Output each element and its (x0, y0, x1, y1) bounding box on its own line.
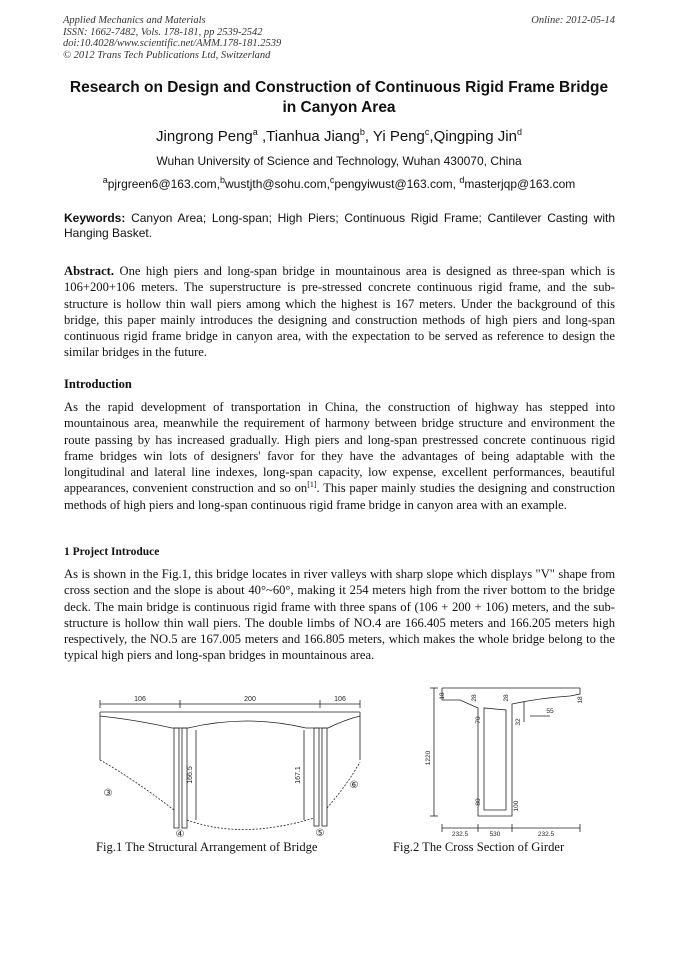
author-list (40, 128, 638, 146)
email-list: $^a$pjrgreen6@163.com,$^b$wustjth@sohu.com,$^c$pengyiwust@163.com, $^d$masterjqp@163.com (102, 175, 576, 191)
intro-heading: Introduction (64, 377, 132, 391)
section1-heading: 1 Project Introduce (64, 546, 160, 558)
pier-number: ④ (175, 829, 185, 838)
dimension-label: 232.5 (537, 831, 555, 838)
section1-paragraph: As is shown in the Fig.1, this bridge locates in river valleys with sharp slope which displays "V" shape from cross section and the slope is about 40°~60°, making it 254 meters high from the river bottom to the bridge deck. The main bridge is continuous rigid frame with three spans of (106 + 200 + 106) meters, and the sub-structure is hollow thin wall piers. The double limbs of NO.4 are 166.405 meters and 166.205 meters high respectively, the NO.5 are 167.005 meters and 166.805 meters, which makes the whole bridge belong to the typical high piers and long-span bridges in mountainous area. (64, 567, 615, 663)
paper-title: Research on Design and Construction of Continuous Rigid Frame Bridge in Canyon Area (69, 79, 609, 116)
span-label: 106 (334, 696, 346, 703)
pier-height-label: 166.5 (187, 766, 194, 784)
author: Yi Peng$^c$, (372, 127, 434, 145)
dimension-label: 1220 (425, 750, 432, 766)
figure1-caption: Fig.1 The Structural Arrangement of Bridge (96, 840, 318, 854)
online-date: Online: 2012-05-14 (531, 15, 615, 26)
intro-paragraph: As the rapid development of transportation in China, the construction of highway has stepped into mountainous area, meanwhile the requirement of harmony between bridge structure and environment the route passing by has increased gradually. High piers and long-span prestressed concrete continuous rigid frame bridges win lots of designers' favor for they have the advantages of being adaptable with the longitudinal and lateral line indexes, long-span capacity, low expense, excellent performances, beautiful appearances, convenient construction and so on[1]. This paper mainly studies the designing and construction methods of high piers and long-span continuous rigid frame bridge in canyon area with an example. (64, 400, 615, 512)
affiliation: Wuhan University of Science and Technology, Wuhan 430070, China (156, 154, 522, 168)
citation-ref[interactable]: [1] (307, 480, 317, 490)
figure-bridge-elevation (92, 690, 368, 838)
journal-header (63, 15, 615, 61)
email-link[interactable]: wustjth@sohu.com, (225, 177, 330, 191)
dimension-label: 28 (503, 694, 510, 702)
dimension-label: 530 (489, 831, 501, 838)
journal-name: Applied Mechanics and Materials (63, 15, 206, 26)
dimension-label: 80 (475, 798, 482, 806)
pier-number: ⑤ (315, 828, 325, 838)
pier-number: ③ (103, 788, 113, 799)
dimension-label: 18 (439, 692, 446, 700)
author: Jingrong Peng$^a$ , (156, 127, 267, 145)
journal-copyright: © 2012 Trans Tech Publications Ltd, Switzerland (63, 49, 271, 61)
span-label: 200 (244, 696, 256, 703)
author: Tianhua Jiang$^b$, (266, 127, 373, 145)
dimension-label: 100 (513, 800, 520, 812)
dimension-label: 28 (471, 694, 478, 702)
figure2-caption: Fig.2 The Cross Section of Girder (393, 840, 565, 854)
dimension-label: 32 (515, 718, 522, 726)
abstract: Abstract. One high piers and long-span bridge in mountainous area is designed as three-span which is 106+200+106 meters. The superstructure is pre-stressed concrete continuous rigid frame, and the sub-structure is hollow thin wall piers among which the highest is 167 meters. Under the background of this bridge, this paper mainly introduces the designing and construction methods of high piers and long-span continuous rigid frame bridge in canyon area, with the expectation to be served as reference to design the similar bridges in the future. (64, 264, 615, 360)
pier-height-label: 167.1 (295, 766, 302, 784)
author: Qingping Jin$^d$ (433, 127, 522, 145)
email-link[interactable]: masterjqp@163.com (464, 177, 576, 191)
email-link[interactable]: pjrgreen6@163.com, (107, 177, 220, 191)
keywords: Keywords: Canyon Area; Long-span; High Piers; Continuous Rigid Frame; Cantilever Casting with Hanging Basket. (64, 211, 615, 240)
pier-number: ⑥ (349, 780, 359, 791)
span-label: 106 (134, 696, 146, 703)
email-link[interactable]: pengyiwust@163.com, (334, 177, 460, 191)
journal-doi: doi:10.4028/www.scientific.net/AMM.178-181.2539 (63, 38, 282, 49)
dimension-label: 55 (546, 708, 554, 715)
dimension-label: 232.5 (451, 831, 469, 838)
dimension-label: 70 (475, 716, 482, 724)
journal-issn: ISSN: 1662-7482, Vols. 178-181, pp 2539-2542 (63, 26, 263, 38)
dimension-label: 18 (577, 696, 584, 704)
figure-girder-cross-section (420, 676, 592, 838)
